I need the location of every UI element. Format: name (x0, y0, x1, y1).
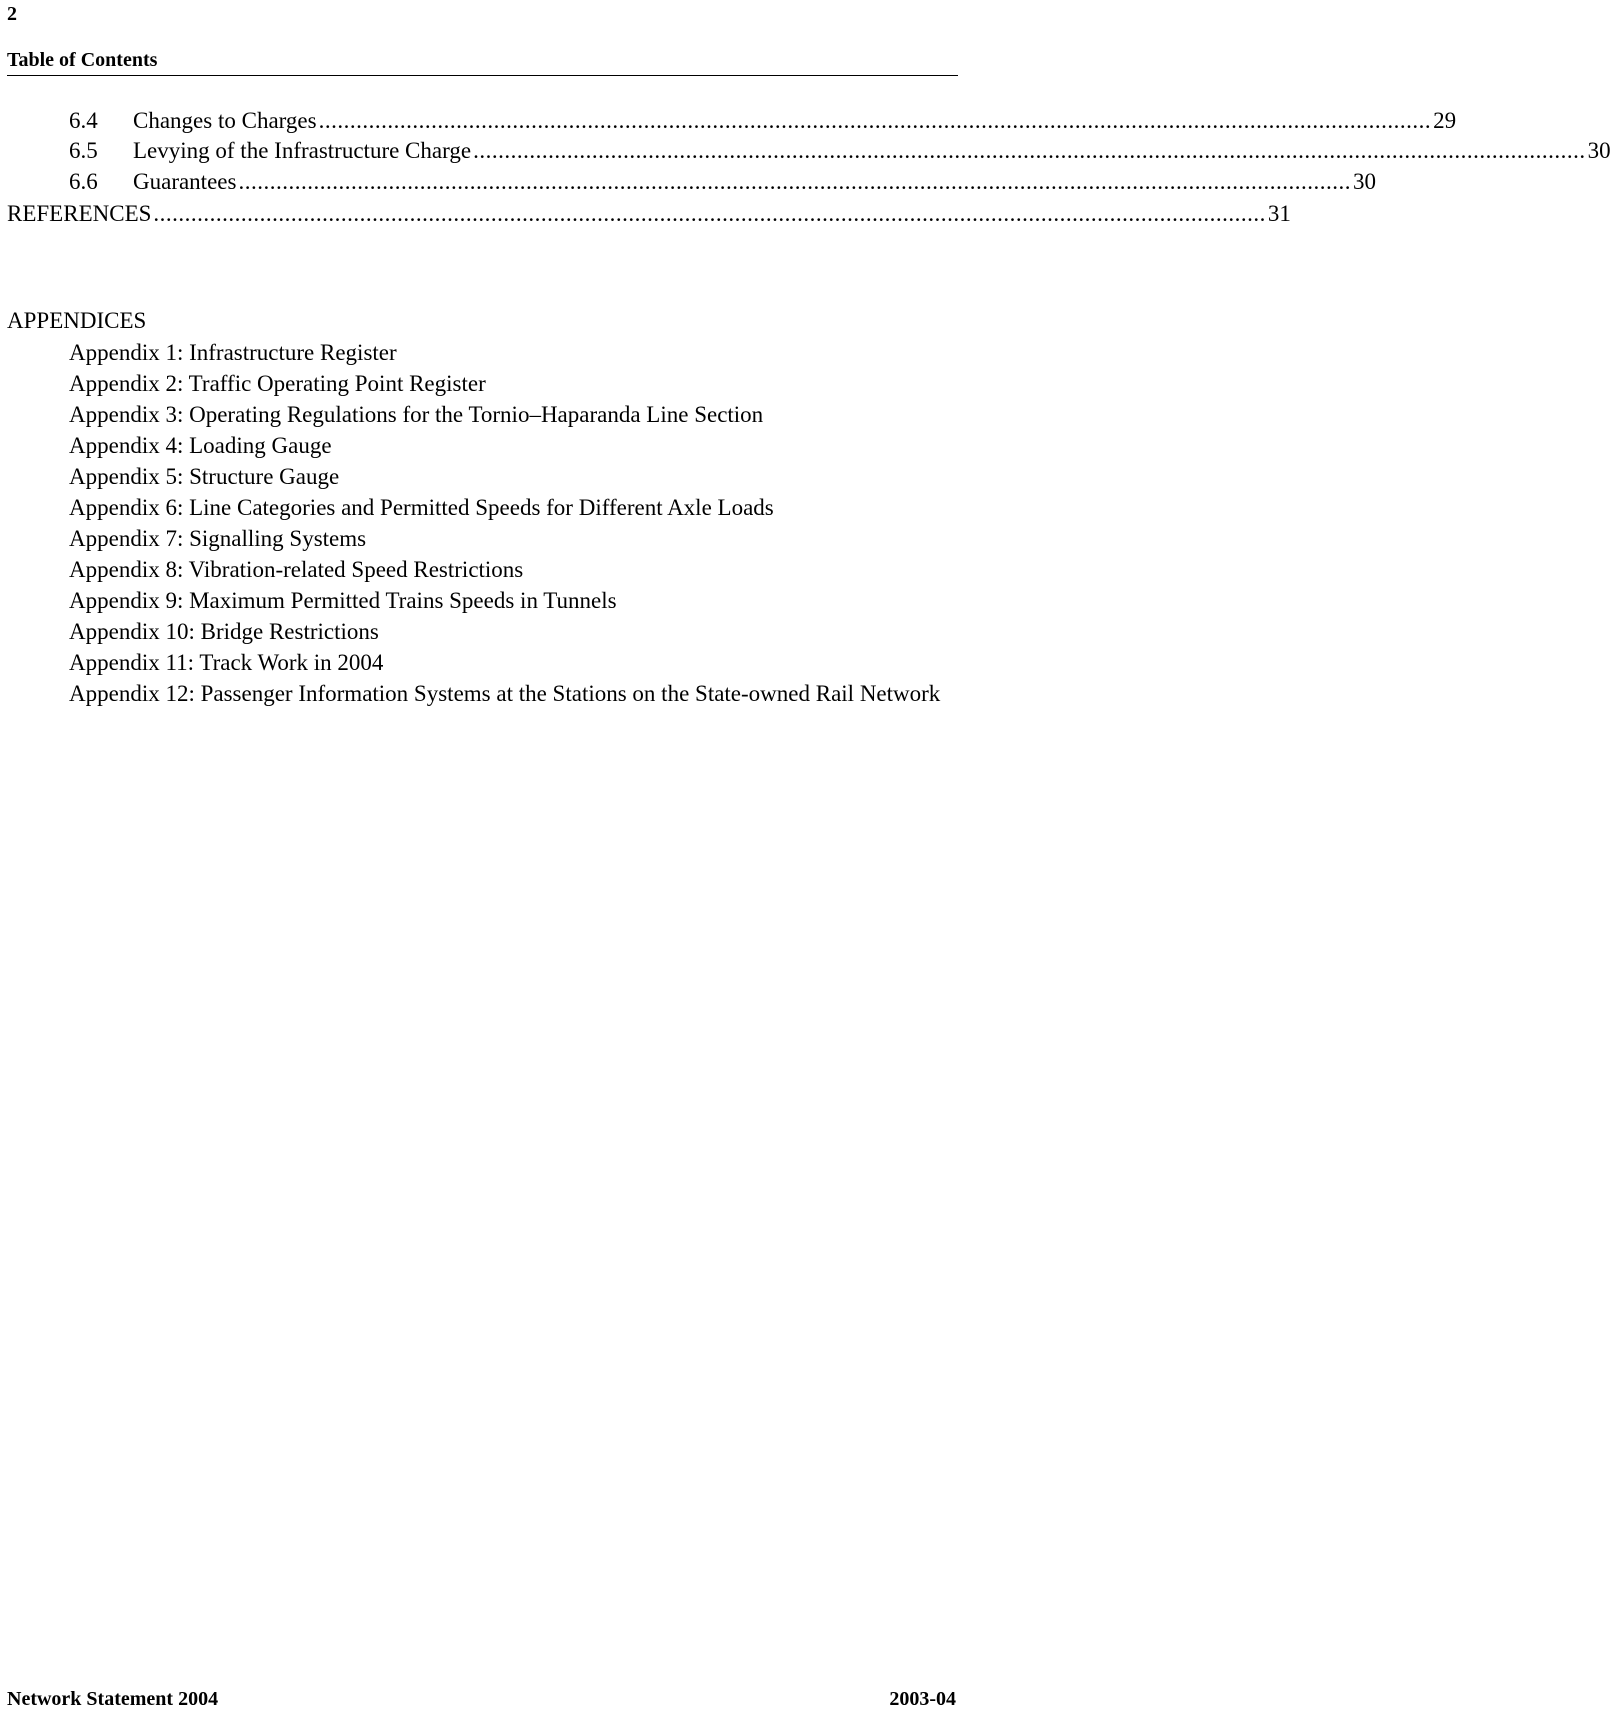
toc-entry-page: 29 (1433, 108, 1457, 133)
appendix-list (69, 337, 949, 709)
toc-entry[interactable] (69, 106, 1457, 136)
appendix-item[interactable]: Appendix 8: Vibration-related Speed Restrictions (69, 557, 524, 582)
appendix-item[interactable]: Appendix 12: Passenger Information Systems at the Stations on the State-owned Rail Network (69, 681, 941, 706)
toc-entry-title: REFERENCES (7, 201, 152, 226)
page-number: 2 (7, 3, 17, 25)
appendix-item[interactable]: Appendix 5: Structure Gauge (69, 464, 340, 489)
toc-entry-references[interactable] (7, 199, 1291, 229)
header-rule (7, 75, 958, 76)
toc-entry[interactable] (69, 136, 1611, 166)
toc-entry-number: 6.5 (69, 138, 98, 163)
footer-date: 2003-04 (889, 1688, 956, 1710)
appendix-item[interactable]: Appendix 7: Signalling Systems (69, 526, 367, 551)
appendix-item[interactable]: Appendix 2: Traffic Operating Point Register (69, 371, 486, 396)
toc-entry-page: 30 (1587, 138, 1611, 163)
appendix-item[interactable]: Appendix 10: Bridge Restrictions (69, 619, 379, 644)
appendix-item[interactable]: Appendix 6: Line Categories and Permitted Speeds for Different Axle Loads (69, 495, 774, 520)
toc-leader-dots: .................................................................................................................................................................................. (238, 169, 1351, 194)
toc-leader-dots: .................................................................................................................................................................................. (153, 201, 1266, 226)
footer-document-title: Network Statement 2004 (7, 1688, 219, 1710)
toc-leader-dots: .................................................................................................................................................................................. (318, 108, 1432, 133)
toc-entry[interactable] (69, 167, 1376, 197)
toc-entry-number: 6.6 (69, 169, 98, 194)
appendix-item[interactable]: Appendix 11: Track Work in 2004 (69, 650, 384, 675)
toc-entry-title: Changes to Charges (133, 108, 317, 133)
toc-entry-page: 30 (1352, 169, 1376, 194)
appendix-item[interactable]: Appendix 4: Loading Gauge (69, 433, 332, 458)
toc-entry-number: 6.4 (69, 108, 98, 133)
header-title: Table of Contents (7, 49, 158, 71)
toc-leader-dots: .................................................................................................................................................................................. (473, 138, 1586, 163)
appendix-item[interactable]: Appendix 1: Infrastructure Register (69, 340, 397, 365)
toc-entry-title: Guarantees (133, 169, 237, 194)
appendix-item[interactable]: Appendix 9: Maximum Permitted Trains Speeds in Tunnels (69, 588, 617, 613)
appendices-heading: APPENDICES (7, 308, 147, 333)
appendix-item[interactable]: Appendix 3: Operating Regulations for the Tornio–Haparanda Line Section (69, 402, 764, 427)
toc-entry-page: 31 (1267, 201, 1291, 226)
toc-entry-title: Levying of the Infrastructure Charge (133, 138, 472, 163)
